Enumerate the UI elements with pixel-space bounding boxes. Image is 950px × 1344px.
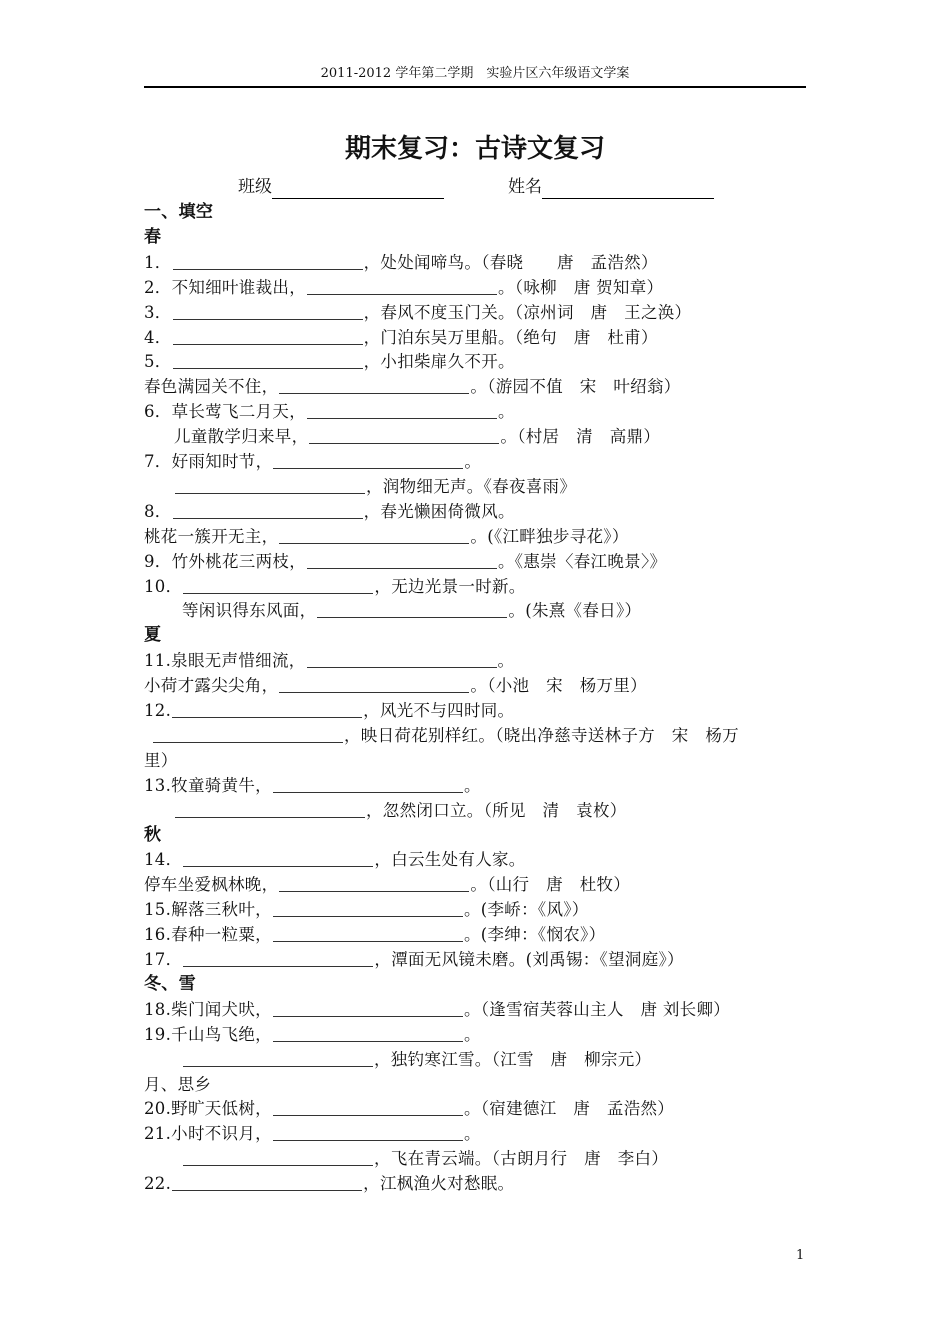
line-text: 13.牧童骑黄牛， [144, 775, 272, 795]
line-text: 。(《江畔独步寻花》） [470, 526, 629, 546]
line-text: 12. [144, 701, 172, 720]
exercise-line [144, 648, 514, 673]
line-text: ，风光不与四时同。 [363, 701, 515, 720]
class-field [238, 175, 444, 199]
line-text: 5． [144, 352, 172, 372]
section-heading-text: 冬、雪 [144, 973, 196, 994]
exercise-line [144, 349, 515, 374]
fill-in-blank[interactable] [173, 302, 363, 320]
line-text: 。（游园不值 宋 叶绍翁） [470, 377, 681, 397]
exercise-line [144, 325, 658, 350]
line-text: 。（村居 清 高鼎） [500, 427, 661, 447]
fill-in-blank[interactable] [173, 351, 363, 369]
section-heading-text: 夏 [144, 625, 162, 646]
line-text: 。 [464, 452, 482, 471]
exercise-line [174, 474, 576, 499]
line-text: 19.千山鸟飞绝， [144, 1024, 272, 1044]
line-text: 18.柴门闻犬吠， [144, 999, 272, 1019]
line-text: 。 [497, 651, 515, 671]
fill-in-blank[interactable] [273, 999, 463, 1017]
fill-in-blank[interactable] [279, 874, 469, 892]
fill-in-blank[interactable] [183, 1049, 373, 1067]
student-info-row [0, 175, 950, 199]
section-heading [144, 972, 196, 997]
fill-in-blank[interactable] [279, 376, 469, 394]
exercise-line [182, 1047, 651, 1072]
line-text: ，忽然闭口立。（所见 清 袁枚） [366, 800, 627, 820]
line-text: 。 [498, 402, 515, 422]
line-text: 。 [463, 1024, 481, 1044]
section-heading [144, 200, 213, 225]
line-text: 6．草长莺飞二月天， [144, 402, 306, 422]
line-text: 11.泉眼无声惜细流， [144, 651, 306, 671]
fill-in-blank[interactable] [273, 1024, 463, 1042]
fill-in-blank[interactable] [153, 725, 343, 743]
line-text: 桃花一簇开无主， [144, 526, 279, 546]
fill-in-blank[interactable] [173, 501, 363, 519]
line-text: ，白云生处有人家。 [374, 850, 526, 870]
line-text: ，无边光景一时新。 [374, 576, 526, 596]
exercise-line [144, 922, 605, 947]
fill-in-blank[interactable] [273, 775, 463, 793]
line-text: 。（山行 唐 杜牧） [470, 875, 631, 895]
fill-in-blank[interactable] [309, 426, 499, 444]
exercise-line [174, 424, 660, 449]
fill-in-blank[interactable] [173, 327, 363, 345]
fill-in-blank[interactable] [307, 277, 497, 295]
fill-in-blank[interactable] [273, 451, 463, 469]
exercise-line [182, 598, 641, 623]
line-text: 。(李绅：《悯农》） [463, 925, 606, 945]
fill-in-blank[interactable] [183, 576, 373, 594]
line-text: 儿童散学归来早， [174, 427, 309, 447]
line-text: 16.春种一粒粟， [144, 925, 272, 945]
line-text: 小荷才露尖尖角， [144, 676, 279, 696]
exercise-line [144, 673, 647, 698]
section-heading-text: 秋 [144, 824, 162, 845]
exercise-line [174, 798, 627, 823]
line-text: 。《惠崇〈春江晚景〉》 [498, 551, 667, 571]
page-title: 期末复习：古诗文复习 [344, 134, 605, 164]
exercise-line [144, 524, 629, 549]
line-text: ，小扣柴扉久不开。 [363, 352, 515, 372]
fill-in-blank[interactable] [172, 700, 362, 718]
line-text: 2．不知细叶谁裁出， [144, 277, 306, 297]
fill-in-blank[interactable] [172, 1173, 362, 1191]
line-text: 9．竹外桃花三两枝， [144, 551, 306, 571]
fill-in-blank[interactable] [273, 1098, 463, 1116]
exercise-line [144, 374, 681, 399]
exercise-line [144, 1171, 514, 1196]
exercise-line [144, 748, 178, 773]
section-heading [144, 225, 161, 250]
exercise-line [144, 300, 691, 325]
exercise-line [144, 773, 481, 798]
name-label: 姓名 [508, 177, 542, 197]
line-text: 。（咏柳 唐 贺知章） [498, 277, 664, 297]
line-text: ，处处闻啼鸟。（春晓 唐 孟浩然） [363, 252, 658, 272]
section-heading [144, 623, 161, 648]
line-text: 。(李峤：《风》） [463, 900, 589, 920]
exercise-line [144, 1096, 674, 1121]
name-field [508, 175, 714, 199]
line-text: ，春风不度玉门关。（凉州词 唐 王之涣） [363, 302, 692, 322]
name-blank[interactable] [542, 179, 714, 199]
exercise-line [144, 449, 481, 474]
exercise-line [144, 872, 630, 897]
exercise-line [144, 997, 730, 1022]
fill-in-blank[interactable] [183, 949, 373, 967]
line-text: 春色满园关不住， [144, 377, 279, 397]
fill-in-blank[interactable] [307, 551, 497, 569]
fill-in-blank[interactable] [307, 401, 497, 419]
fill-in-blank[interactable] [175, 800, 365, 818]
fill-in-blank[interactable] [273, 899, 463, 917]
line-text: 1． [144, 252, 172, 272]
fill-in-blank[interactable] [175, 476, 365, 494]
exercise-line [144, 250, 658, 275]
line-text: ，映日荷花别样红。（晓出净慈寺送林子方 宋 杨万 [344, 725, 739, 745]
line-text: 22. [144, 1174, 172, 1194]
line-text: 10． [144, 576, 183, 596]
line-text: 。 [463, 1124, 481, 1144]
exercise-line [144, 549, 666, 574]
line-text: ，飞在青云端。（古朗月行 唐 李白） [374, 1149, 669, 1169]
line-text: 20.野旷天低树， [144, 1099, 272, 1119]
exercise-line [144, 1022, 481, 1047]
class-blank[interactable] [272, 179, 444, 199]
line-text: 8． [144, 501, 172, 521]
line-text: 。（小池 宋 杨万里） [470, 676, 647, 696]
exercise-line [144, 574, 526, 599]
section-heading-text: 月、思乡 [144, 1074, 212, 1094]
fill-in-blank[interactable] [183, 1148, 373, 1166]
section-heading [144, 1072, 211, 1097]
line-text: 21.小时不识月， [144, 1124, 272, 1144]
line-text: ，潭面无风镜未磨。(刘禹锡：《望洞庭》） [374, 950, 684, 969]
line-text: 17． [144, 950, 183, 969]
class-label: 班级 [238, 177, 272, 197]
line-text: ，春光懒困倚微风。 [363, 501, 515, 521]
line-text: 。（宿建德江 唐 孟浩然） [463, 1099, 675, 1119]
exercise-line [144, 1121, 481, 1146]
exercise-line [144, 897, 589, 922]
page-header: 2011-2012 学年第二学期 实验片区六年级语文学案 [144, 64, 806, 88]
line-text: 7．好雨知时节， [144, 452, 273, 471]
exercise-line [152, 723, 739, 748]
section-heading-text: 一、填空 [144, 202, 214, 222]
section-heading [144, 823, 161, 848]
line-text: 14． [144, 850, 183, 870]
exercise-line [144, 847, 526, 872]
fill-in-blank[interactable] [317, 600, 507, 618]
line-text: ，门泊东吴万里船。（绝句 唐 杜甫） [363, 327, 658, 347]
exercise-line [144, 275, 663, 300]
exercise-line [144, 399, 515, 424]
line-text: 4． [144, 327, 172, 347]
line-text: ，独钓寒江雪。（江雪 唐 柳宗元） [374, 1049, 652, 1069]
section-heading-text: 春 [144, 226, 162, 247]
fill-in-blank[interactable] [273, 924, 463, 942]
line-text: 3． [144, 302, 172, 322]
exercise-line [182, 1146, 668, 1171]
exercise-line [144, 499, 515, 524]
fill-in-blank[interactable] [279, 526, 469, 544]
exercise-line [144, 698, 514, 723]
line-text: ，江枫渔火对愁眠。 [363, 1174, 515, 1194]
line-text: 等闲识得东风面， [182, 601, 317, 621]
line-text: 15.解落三秋叶， [144, 900, 272, 920]
line-text: 。(朱熹《春日》） [508, 601, 642, 621]
page-number: 1 [796, 1248, 805, 1263]
fill-in-blank[interactable] [173, 252, 363, 270]
fill-in-blank[interactable] [183, 849, 373, 867]
line-text: 。 [463, 775, 481, 795]
line-text: ，润物细无声。《春夜喜雨》 [366, 476, 577, 496]
line-text: 里） [144, 750, 178, 770]
line-text: 。（逢雪宿芙蓉山主人 唐 刘长卿） [463, 999, 731, 1019]
fill-in-blank[interactable] [273, 1123, 463, 1141]
fill-in-blank[interactable] [279, 675, 469, 693]
fill-in-blank[interactable] [307, 650, 497, 668]
line-text: 停车坐爱枫林晚， [144, 875, 279, 895]
exercise-line [144, 947, 684, 972]
